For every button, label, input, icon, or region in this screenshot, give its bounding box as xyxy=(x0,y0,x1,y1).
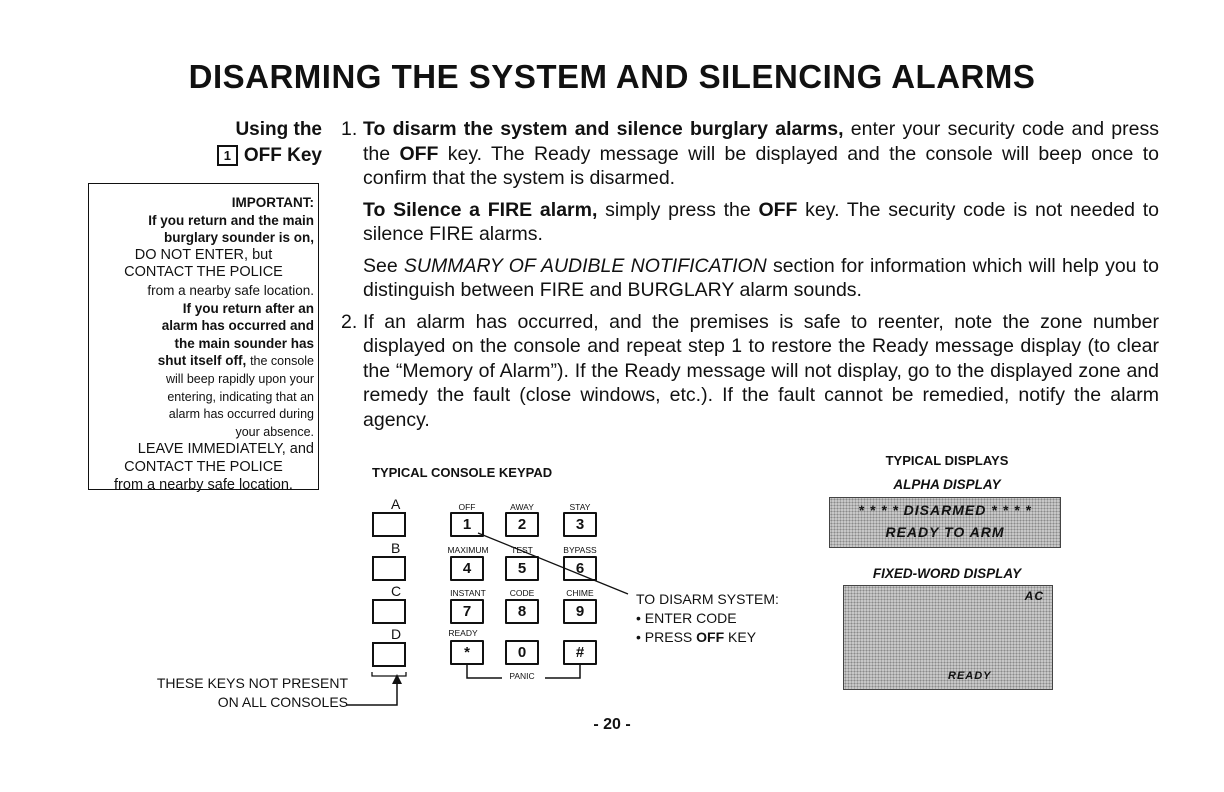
key-5: 5 xyxy=(505,556,539,581)
label-chime: CHIME xyxy=(566,588,594,598)
label-off: OFF xyxy=(458,502,476,512)
fixed-display-label: FIXED-WORD DISPLAY xyxy=(872,566,1022,581)
important-line: from a nearby safe location. xyxy=(114,476,293,493)
paragraph-2: 2. If an alarm has occurred, and the premises is safe to reenter, note the zone number displayed on the console and repeat step 1 to restore the Ready message display (to clear the “Memory of Alarm”). If the Ready message will not display, go to the displayed zone and remedy the fault (close windows, etc.). If the fault cannot be remedied, notify the alarm agency. xyxy=(341,310,1159,431)
important-line: burglary sounder is on, xyxy=(163,230,314,246)
important-line: your absence. xyxy=(235,424,314,439)
important-line: alarm has occurred and xyxy=(161,318,314,334)
important-line: from a nearby safe location. xyxy=(147,282,314,298)
footnote xyxy=(88,674,348,712)
fixed-display-ready: READY xyxy=(948,670,992,682)
footnote-line: THESE KEYS NOT PRESENT xyxy=(156,675,348,691)
note-line: TO DISARM SYSTEM: xyxy=(636,591,779,607)
fixed-display-ac: AC xyxy=(1024,589,1044,603)
paragraph-see: See SUMMARY OF AUDIBLE NOTIFICATION section for information which will help you to distinguish between FIRE and BURGLARY alarm sounds. xyxy=(363,254,1159,301)
label-maximum: MAXIMUM xyxy=(447,545,489,555)
page-title: DISARMING THE SYSTEM AND SILENCING ALARMS xyxy=(188,58,1036,95)
letter-b: B xyxy=(391,540,401,556)
key-0: 0 xyxy=(505,640,539,665)
key-4: 4 xyxy=(450,556,484,581)
key-7: 7 xyxy=(450,599,484,624)
footnote-line: ON ALL CONSOLES xyxy=(217,694,348,710)
key-hash: # xyxy=(563,640,597,665)
displays-title: TYPICAL DISPLAYS xyxy=(885,453,1009,468)
label-stay: STAY xyxy=(569,502,591,512)
label-test: TEST xyxy=(511,545,533,555)
note-line: • ENTER CODE xyxy=(636,610,737,626)
label-code: CODE xyxy=(509,588,535,598)
key-3: 3 xyxy=(563,512,597,537)
key-8: 8 xyxy=(505,599,539,624)
paragraph-fire: To Silence a FIRE alarm, simply press the OFF key. The security code is not needed to silence FIRE alarms. xyxy=(363,198,1159,245)
label-panic: PANIC xyxy=(509,671,535,681)
important-line: alarm has occurred during xyxy=(168,407,314,422)
off-key-label: OFF Key xyxy=(243,145,322,166)
disarm-note xyxy=(636,590,779,647)
important-line: If you return after an xyxy=(182,300,314,316)
alpha-display-line2: READY TO ARM xyxy=(885,524,1005,540)
important-line: the main sounder has xyxy=(174,335,314,351)
important-line: CONTACT THE POLICE xyxy=(124,458,283,475)
label-away: AWAY xyxy=(510,502,534,512)
note-line: • PRESS OFF KEY xyxy=(636,629,757,645)
page-number: - 20 - xyxy=(593,716,631,733)
paragraph-1: 1. To disarm the system and silence burglary alarms, enter your security code and press the OFF key. The Ready message will be displayed and the console will beep once to confirm that the system is disarmed. xyxy=(341,118,1159,189)
key-9: 9 xyxy=(563,599,597,624)
important-line: DO NOT ENTER, but xyxy=(134,246,273,263)
alpha-display-line1: * * * * DISARMED * * * * xyxy=(858,502,1032,518)
key-6: 6 xyxy=(563,556,597,581)
key-star: * xyxy=(450,640,484,665)
alpha-display-label: ALPHA DISPLAY xyxy=(893,477,1001,492)
side-heading-line1: Using the xyxy=(235,119,322,140)
important-line: entering, indicating that an xyxy=(167,389,314,404)
key-1-icon: 1 xyxy=(217,145,238,166)
keypad-title: TYPICAL CONSOLE KEYPAD xyxy=(372,465,553,480)
alpha-display xyxy=(829,497,1061,548)
letter-a: A xyxy=(391,496,401,512)
fixed-word-display xyxy=(843,585,1053,690)
important-line: shut itself off, the console xyxy=(157,353,314,369)
important-line: CONTACT THE POLICE xyxy=(124,264,283,281)
label-bypass: BYPASS xyxy=(563,545,597,555)
important-heading: IMPORTANT: xyxy=(231,195,314,210)
important-line: LEAVE IMMEDIATELY, and xyxy=(137,441,314,458)
letter-d: D xyxy=(391,626,402,642)
key-1: 1 xyxy=(450,512,484,537)
key-2: 2 xyxy=(505,512,539,537)
letter-c: C xyxy=(391,583,402,599)
label-instant: INSTANT xyxy=(450,588,486,598)
label-ready: READY xyxy=(448,628,478,638)
important-line: will beep rapidly upon your xyxy=(165,371,314,386)
important-line: If you return and the main xyxy=(148,212,314,228)
